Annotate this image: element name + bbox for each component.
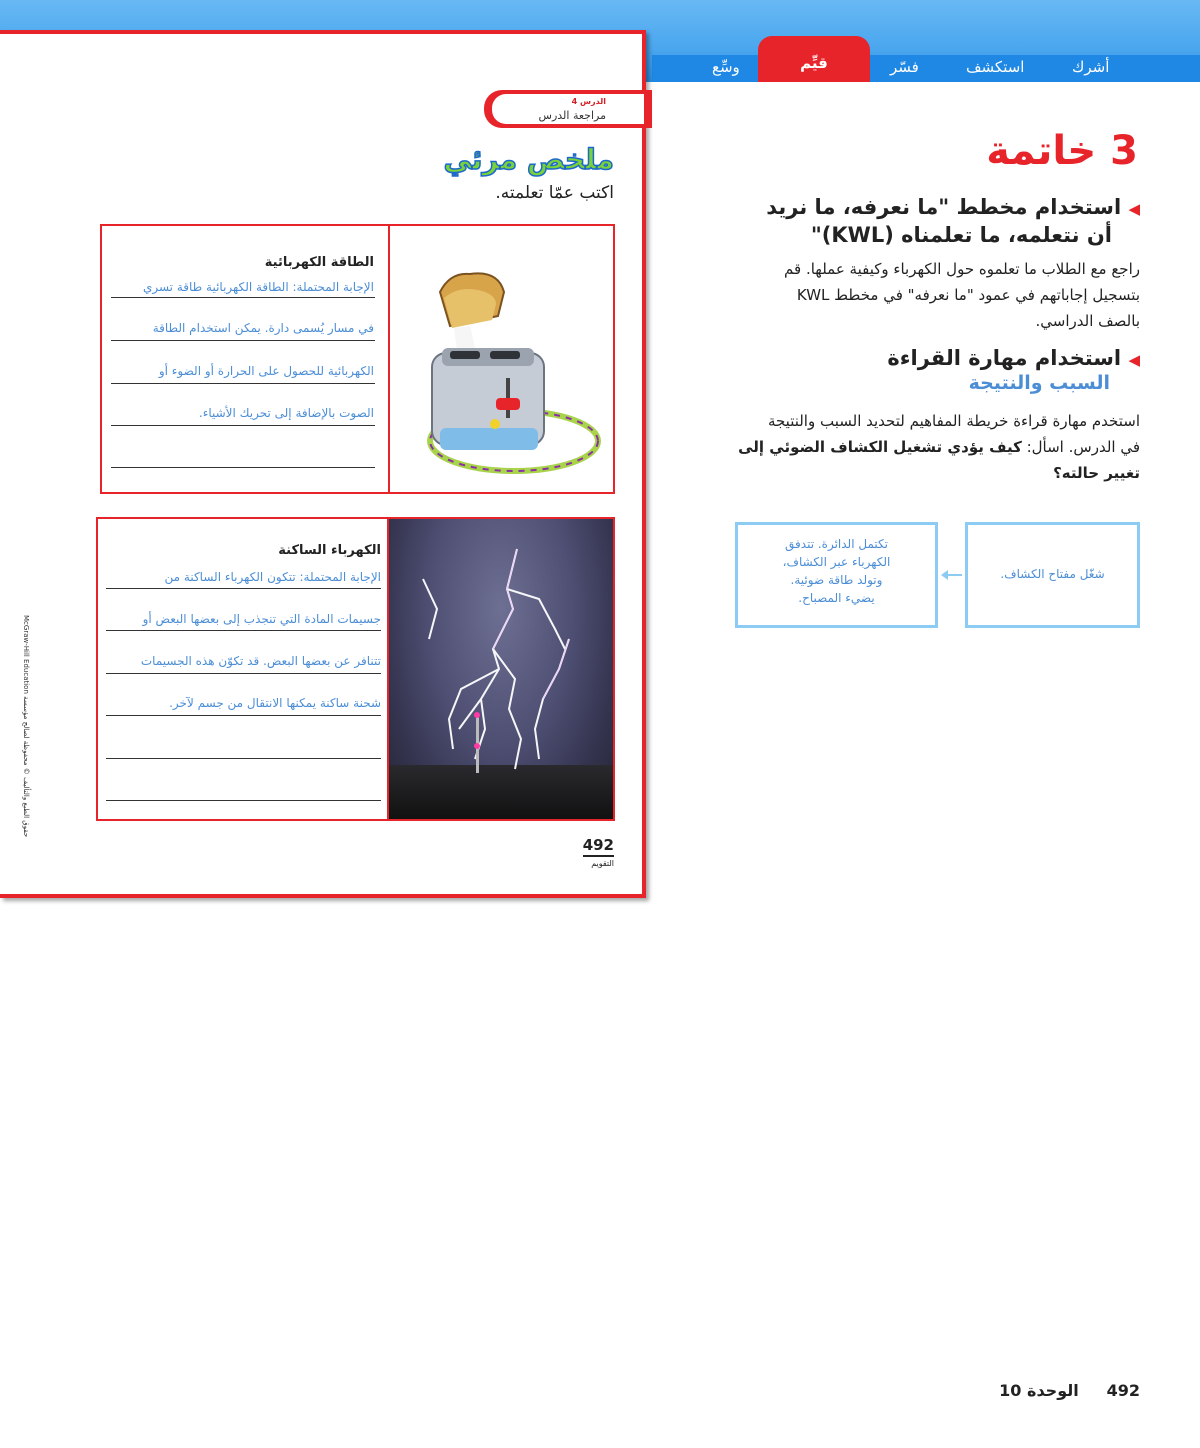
summary-instruction: اكتب عمّا تعلمته. xyxy=(495,183,614,203)
kwl-body-line: راجع مع الطلاب ما تعلموه حول الكهرباء وكيفية عملها. قم xyxy=(784,260,1140,278)
card-divider xyxy=(387,517,389,821)
answer-rule xyxy=(106,588,381,589)
step-title: خاتمة xyxy=(986,128,1097,174)
card-heading: الكهرباء الساكنة xyxy=(278,543,381,558)
kwl-heading xyxy=(700,194,1140,248)
footer-unit: الوحدة 10 xyxy=(999,1381,1079,1400)
student-page-label: التقويم xyxy=(591,859,614,868)
answer-rule xyxy=(106,758,381,759)
cause-text: شغّل مفتاح الكشاف. xyxy=(1000,567,1105,581)
copyright-credit: McGraw-Hill Education حقوق الطبع والتأليف © محفوظة لصالح مؤسسة xyxy=(22,615,30,838)
footer-page-number: 492 xyxy=(1106,1381,1140,1400)
reading-skill-body-line: استخدم مهارة قراءة خريطة المفاهيم لتحديد السبب والنتيجة xyxy=(767,412,1140,430)
step-number: 3 xyxy=(1110,128,1138,174)
kwl-body-line: بالصف الدراسي. xyxy=(1035,312,1140,330)
tab-explore[interactable]: استكشف xyxy=(966,58,1025,76)
answer-rule xyxy=(111,425,375,426)
bullet-triangle-icon: ◀ xyxy=(1128,351,1140,369)
reading-skill-name: السبب والنتيجة xyxy=(968,372,1110,394)
toaster-image xyxy=(392,228,612,490)
lesson-number: الدرس 4 xyxy=(571,97,606,106)
answer-line: الإجابة المحتملة: تتكون الكهرباء الساكنة من xyxy=(164,570,381,584)
reading-skill-body xyxy=(680,408,1140,486)
student-page-number: 492 xyxy=(583,836,614,857)
lesson-tab xyxy=(484,90,652,128)
answer-rule xyxy=(106,715,381,716)
reading-skill-question-end: تغيير حالته؟ xyxy=(1053,464,1140,482)
kwl-title-line1: استخدام مخطط "ما نعرفه، ما نريد xyxy=(766,195,1122,219)
visual-summary-title: ملخص مرئي xyxy=(443,143,614,176)
kwl-body-line: بتسجيل إجاباتهم في عمود "ما نعرفه" في مخطط KWL xyxy=(796,286,1140,304)
answer-rule xyxy=(111,383,375,384)
reading-skill-question: كيف يؤدي تشغيل الكشاف الضوئي إلى xyxy=(738,438,1022,456)
answer-rule xyxy=(111,297,375,298)
kwl-body xyxy=(700,256,1140,334)
lesson-title: مراجعة الدرس xyxy=(538,109,606,122)
answer-rule xyxy=(106,630,381,631)
answer-rule xyxy=(106,673,381,674)
reading-skill-body-plain: في الدرس. اسأل: xyxy=(1021,438,1140,456)
effect-line: يضيء المصباح. xyxy=(798,591,875,605)
answer-line: الصوت بالإضافة إلى تحريك الأشياء. xyxy=(198,406,374,420)
reading-skill-title: استخدام مهارة القراءة xyxy=(887,346,1122,370)
answer-line: في مسار يُسمى دارة. يمكن استخدام الطاقة xyxy=(152,321,374,335)
effect-box xyxy=(735,522,938,628)
page-footer xyxy=(999,1381,1140,1400)
step-heading xyxy=(986,128,1138,174)
effect-line: الكهرباء عبر الكشاف، xyxy=(782,555,891,569)
card-heading: الطاقة الكهربائية xyxy=(264,255,374,270)
reading-skill-heading xyxy=(700,345,1140,373)
answer-line: الإجابة المحتملة: الطاقة الكهربائية طاقة تسري xyxy=(142,280,374,294)
card-divider xyxy=(388,224,390,494)
arrow-left-icon xyxy=(940,568,964,582)
answer-line: تتنافر عن بعضها البعض. قد تكوّن هذه الجسيمات xyxy=(140,654,381,668)
tab-engage[interactable]: أشرك xyxy=(1072,58,1110,76)
tab-extend[interactable]: وسِّع xyxy=(712,58,740,76)
lightning-bolt-icon xyxy=(389,519,613,819)
tab-explain[interactable]: فسّر xyxy=(890,58,919,76)
answer-line: جسيمات المادة التي تنجذب إلى بعضها البعض أو xyxy=(142,612,381,626)
answer-line: الكهربائية للحصول على الحرارة أو الضوء أو xyxy=(158,364,374,378)
answer-rule xyxy=(106,800,381,801)
effect-line: وتولد طاقة ضوئية. xyxy=(790,573,883,587)
answer-rule xyxy=(111,467,375,468)
effect-line: تكتمل الدائرة. تتدفق xyxy=(785,537,888,551)
effect-text xyxy=(738,525,935,607)
tab-evaluate[interactable]: قيِّم xyxy=(758,36,870,82)
kwl-title-line2: أن نتعلمه، ما تعلمناه (KWL)" xyxy=(810,223,1112,247)
bullet-triangle-icon: ◀ xyxy=(1128,200,1140,218)
cause-box xyxy=(965,522,1140,628)
answer-rule xyxy=(111,340,375,341)
answer-line: شحنة ساكنة يمكنها الانتقال من جسم لآخر. xyxy=(169,696,381,710)
